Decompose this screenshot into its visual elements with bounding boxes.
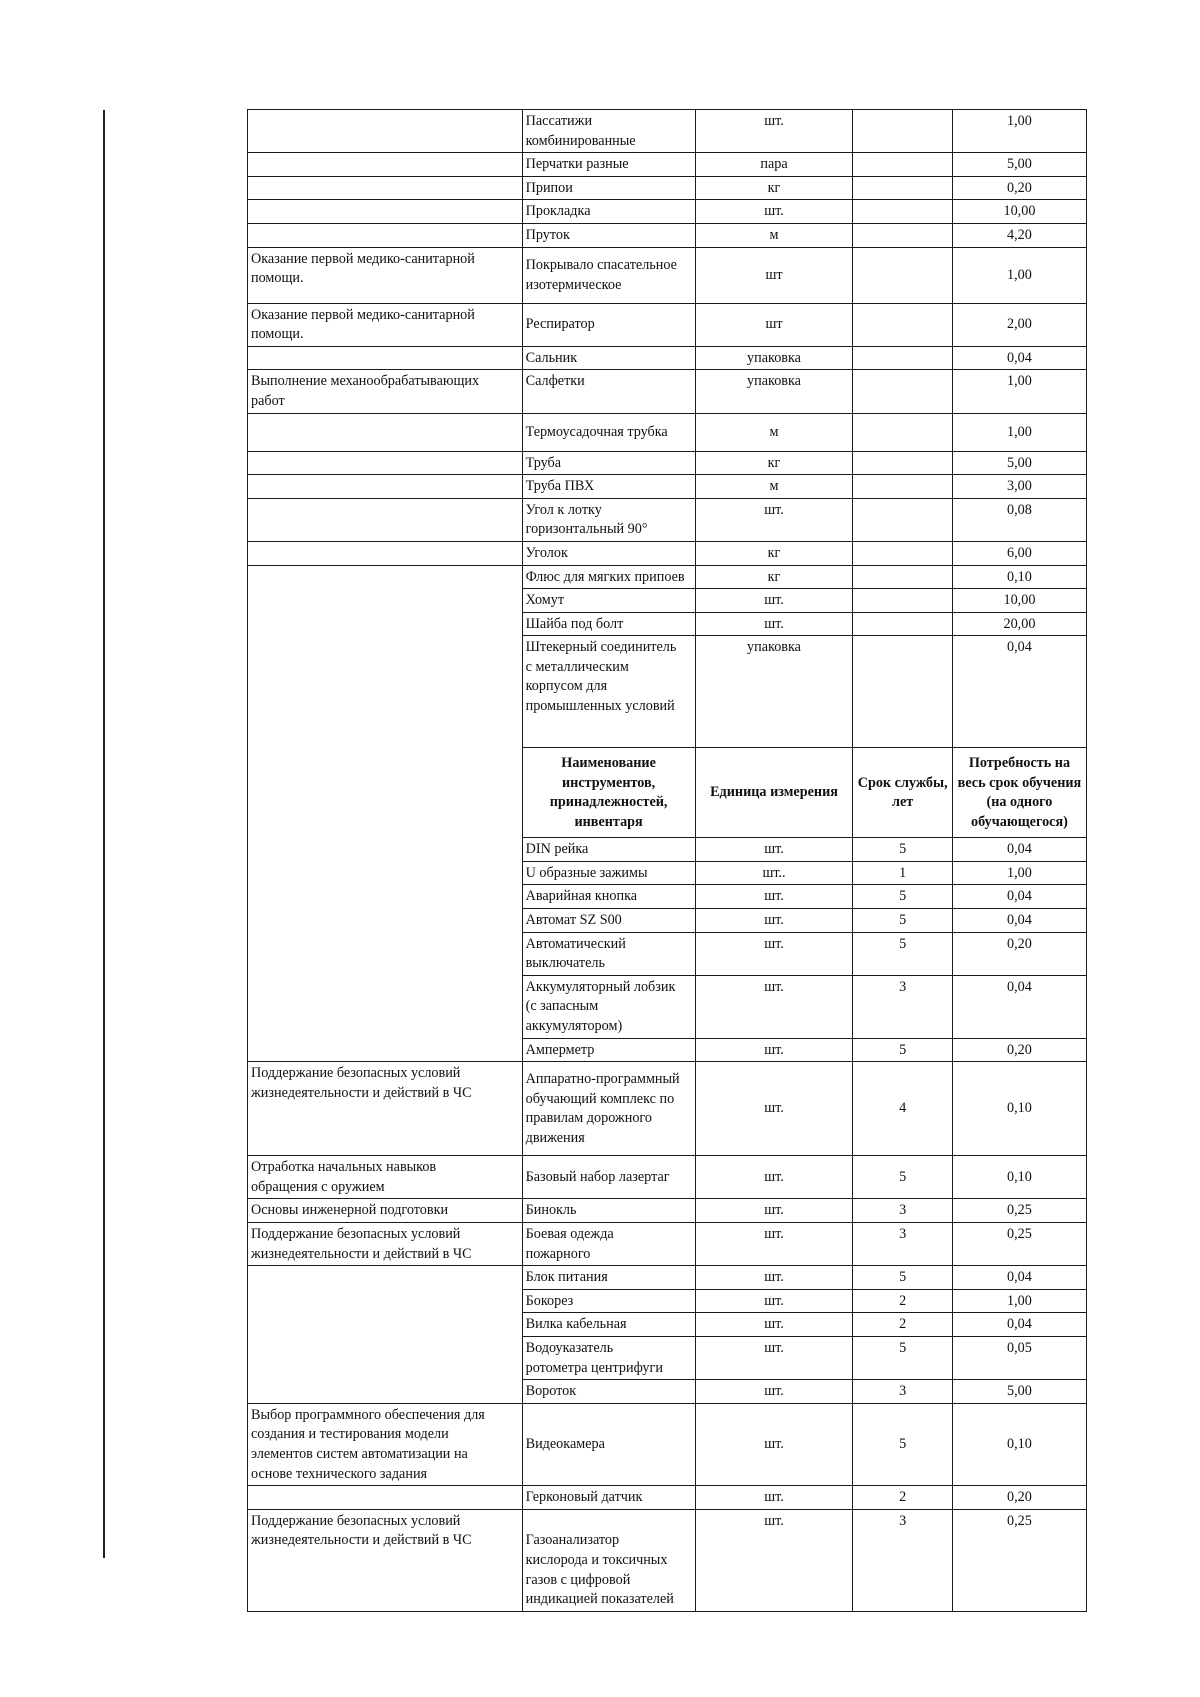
requirement-cell: 0,25 — [952, 1199, 1086, 1223]
unit-cell: шт. — [695, 498, 853, 541]
unit-cell: шт. — [695, 1380, 853, 1404]
activity-cell: Оказание первой медико-санитарной помощи. — [248, 247, 523, 303]
item-name-cell: Штекерный соединитель с металлическим корпусом для промышленных условий — [522, 636, 695, 748]
unit-cell: м — [695, 413, 853, 451]
service-life-cell — [853, 475, 952, 499]
requirement-cell: 0,04 — [952, 1266, 1086, 1290]
service-life-cell — [853, 200, 952, 224]
table-row — [248, 370, 1087, 413]
service-life-cell: 3 — [853, 1199, 952, 1223]
service-life-cell — [853, 451, 952, 475]
table-row — [248, 451, 1087, 475]
header-service-life: Срок службы, лет — [853, 748, 952, 838]
requirement-cell: 0,25 — [952, 1223, 1086, 1266]
service-life-cell — [853, 541, 952, 565]
activity-cell: Основы инженерной подготовки — [248, 1199, 523, 1223]
service-life-cell: 2 — [853, 1289, 952, 1313]
unit-cell: шт. — [695, 1313, 853, 1337]
service-life-cell — [853, 413, 952, 451]
item-name-cell: Герконовый датчик — [522, 1486, 695, 1510]
activity-cell — [248, 541, 523, 565]
requirement-cell: 0,20 — [952, 932, 1086, 975]
activity-cell — [248, 1266, 523, 1404]
header-item-name: Наименование инструментов, принадлежностей, инвентаря — [522, 748, 695, 838]
item-name-cell: Респиратор — [522, 303, 695, 346]
unit-cell: шт. — [695, 932, 853, 975]
unit-cell: кг — [695, 541, 853, 565]
service-life-cell — [853, 223, 952, 247]
unit-cell: шт. — [695, 1266, 853, 1290]
unit-cell: кг — [695, 451, 853, 475]
table-row — [248, 223, 1087, 247]
table-row — [248, 498, 1087, 541]
item-name-cell: Пассатижи комбинированные — [522, 110, 695, 153]
unit-cell: кг — [695, 176, 853, 200]
unit-cell: м — [695, 475, 853, 499]
unit-cell: шт. — [695, 589, 853, 613]
activity-cell — [248, 223, 523, 247]
item-name-cell: Труба ПВХ — [522, 475, 695, 499]
table-row — [248, 1156, 1087, 1199]
service-life-cell: 5 — [853, 932, 952, 975]
item-name-cell: Флюс для мягких припоев — [522, 565, 695, 589]
requirement-cell: 6,00 — [952, 541, 1086, 565]
activity-cell: Поддержание безопасных условий жизнедеятельности и действий в ЧС — [248, 1062, 523, 1156]
requirement-cell: 0,10 — [952, 1156, 1086, 1199]
requirement-cell: 10,00 — [952, 200, 1086, 224]
item-name-cell: Прокладка — [522, 200, 695, 224]
unit-cell: упаковка — [695, 346, 853, 370]
requirement-cell: 0,20 — [952, 176, 1086, 200]
item-name-cell: Аппаратно-программный обучающий комплекс по правилам дорожного движения — [522, 1062, 695, 1156]
requirement-cell: 1,00 — [952, 861, 1086, 885]
service-life-cell: 5 — [853, 1156, 952, 1199]
service-life-cell: 4 — [853, 1062, 952, 1156]
unit-cell: шт. — [695, 612, 853, 636]
unit-cell: шт. — [695, 885, 853, 909]
table-row — [248, 1199, 1087, 1223]
unit-cell: шт. — [695, 1336, 853, 1379]
unit-cell: шт. — [695, 909, 853, 933]
item-name-cell: U образные зажимы — [522, 861, 695, 885]
table-row — [248, 303, 1087, 346]
item-name-cell: Базовый набор лазертаг — [522, 1156, 695, 1199]
table-row — [248, 1486, 1087, 1510]
unit-cell: упаковка — [695, 636, 853, 748]
unit-cell: шт. — [695, 838, 853, 862]
table-row — [248, 200, 1087, 224]
item-name-cell: Шайба под болт — [522, 612, 695, 636]
requirement-cell: 1,00 — [952, 370, 1086, 413]
requirement-cell: 0,04 — [952, 885, 1086, 909]
table-row — [248, 153, 1087, 177]
item-name-cell: Боевая одежда пожарного — [522, 1223, 695, 1266]
requirement-cell: 1,00 — [952, 413, 1086, 451]
service-life-cell — [853, 153, 952, 177]
item-name-cell: Блок питания — [522, 1266, 695, 1290]
table-row — [248, 413, 1087, 451]
unit-cell: шт. — [695, 975, 853, 1038]
table-row — [248, 247, 1087, 303]
item-name-cell: Аварийная кнопка — [522, 885, 695, 909]
activity-cell — [248, 1486, 523, 1510]
service-life-cell: 5 — [853, 1403, 952, 1485]
item-name-cell: Автоматический выключатель — [522, 932, 695, 975]
activity-cell — [248, 565, 523, 1062]
service-life-cell — [853, 247, 952, 303]
requirement-cell: 5,00 — [952, 1380, 1086, 1404]
unit-cell: кг — [695, 565, 853, 589]
service-life-cell — [853, 176, 952, 200]
service-life-cell: 3 — [853, 1509, 952, 1611]
unit-cell: шт. — [695, 200, 853, 224]
unit-cell: шт. — [695, 1062, 853, 1156]
item-name-cell: Труба — [522, 451, 695, 475]
service-life-cell: 5 — [853, 1336, 952, 1379]
activity-cell: Выбор программного обеспечения для создания и тестирования модели элементов систем автоматизации на основе технического задания — [248, 1403, 523, 1485]
requirement-cell: 3,00 — [952, 475, 1086, 499]
service-life-cell: 5 — [853, 1266, 952, 1290]
service-life-cell: 5 — [853, 885, 952, 909]
unit-cell: м — [695, 223, 853, 247]
service-life-cell: 5 — [853, 909, 952, 933]
unit-cell: упаковка — [695, 370, 853, 413]
service-life-cell: 3 — [853, 975, 952, 1038]
service-life-cell — [853, 370, 952, 413]
item-name-cell: Припои — [522, 176, 695, 200]
requirement-cell: 1,00 — [952, 110, 1086, 153]
requirement-cell: 0,04 — [952, 838, 1086, 862]
unit-cell: шт — [695, 303, 853, 346]
service-life-cell: 3 — [853, 1223, 952, 1266]
requirement-cell: 0,04 — [952, 975, 1086, 1038]
unit-cell: шт.. — [695, 861, 853, 885]
item-name-cell: Пруток — [522, 223, 695, 247]
service-life-cell: 1 — [853, 861, 952, 885]
table-row — [248, 1266, 1087, 1290]
service-life-cell: 5 — [853, 838, 952, 862]
activity-cell — [248, 413, 523, 451]
item-name-cell: Сальник — [522, 346, 695, 370]
activity-cell — [248, 110, 523, 153]
table-row — [248, 565, 1087, 589]
table-row — [248, 475, 1087, 499]
requirement-cell: 0,04 — [952, 909, 1086, 933]
activity-cell: Поддержание безопасных условий жизнедеятельности и действий в ЧС — [248, 1223, 523, 1266]
item-name-cell: Автомат SZ S00 — [522, 909, 695, 933]
item-name-cell: Видеокамера — [522, 1403, 695, 1485]
requirement-cell: 0,04 — [952, 636, 1086, 748]
service-life-cell — [853, 612, 952, 636]
service-life-cell — [853, 589, 952, 613]
service-life-cell — [853, 565, 952, 589]
unit-cell: пара — [695, 153, 853, 177]
header-unit: Единица измерения — [695, 748, 853, 838]
item-name-cell: Покрывало спасательное изотермическое — [522, 247, 695, 303]
item-name-cell: Уголок — [522, 541, 695, 565]
unit-cell: шт. — [695, 1156, 853, 1199]
item-name-cell: Вилка кабельная — [522, 1313, 695, 1337]
activity-cell: Поддержание безопасных условий жизнедеятельности и действий в ЧС — [248, 1509, 523, 1611]
table-row — [248, 1223, 1087, 1266]
service-life-cell — [853, 303, 952, 346]
activity-cell — [248, 346, 523, 370]
service-life-cell — [853, 498, 952, 541]
unit-cell: шт. — [695, 1509, 853, 1611]
service-life-cell: 2 — [853, 1313, 952, 1337]
table-row — [248, 541, 1087, 565]
requirement-cell: 0,04 — [952, 1313, 1086, 1337]
requirement-cell: 10,00 — [952, 589, 1086, 613]
item-name-cell: Амперметр — [522, 1038, 695, 1062]
item-name-cell: Салфетки — [522, 370, 695, 413]
item-name-cell: Бокорез — [522, 1289, 695, 1313]
activity-cell — [248, 153, 523, 177]
requirement-cell: 0,04 — [952, 346, 1086, 370]
table-row — [248, 1509, 1087, 1611]
unit-cell: шт. — [695, 1199, 853, 1223]
unit-cell: шт. — [695, 110, 853, 153]
unit-cell: шт — [695, 247, 853, 303]
activity-cell: Выполнение механообрабатывающих работ — [248, 370, 523, 413]
requirement-cell: 0,10 — [952, 1062, 1086, 1156]
requirement-cell: 5,00 — [952, 451, 1086, 475]
activity-cell — [248, 200, 523, 224]
activity-cell — [248, 475, 523, 499]
service-life-cell: 3 — [853, 1380, 952, 1404]
item-name-cell: Бинокль — [522, 1199, 695, 1223]
service-life-cell — [853, 110, 952, 153]
service-life-cell — [853, 346, 952, 370]
table-row — [248, 110, 1087, 153]
requirement-cell: 1,00 — [952, 1289, 1086, 1313]
requirement-cell: 0,08 — [952, 498, 1086, 541]
item-name-cell: Перчатки разные — [522, 153, 695, 177]
unit-cell: шт. — [695, 1403, 853, 1485]
item-name-cell: Газоанализатор кислорода и токсичных газов с цифровой индикацией показателей — [522, 1509, 695, 1611]
item-name-cell: Термоусадочная трубка — [522, 413, 695, 451]
requirement-cell: 4,20 — [952, 223, 1086, 247]
item-name-cell: DIN рейка — [522, 838, 695, 862]
service-life-cell — [853, 636, 952, 748]
activity-cell — [248, 498, 523, 541]
requirement-cell: 5,00 — [952, 153, 1086, 177]
table-row — [248, 1403, 1087, 1485]
table-row — [248, 346, 1087, 370]
margin-rule — [103, 110, 105, 1558]
service-life-cell: 5 — [853, 1038, 952, 1062]
requirement-cell: 0,10 — [952, 565, 1086, 589]
requirement-cell: 0,20 — [952, 1486, 1086, 1510]
requirement-cell: 0,10 — [952, 1403, 1086, 1485]
item-name-cell: Аккумуляторный лобзик (с запасным аккумулятором) — [522, 975, 695, 1038]
requirement-cell: 2,00 — [952, 303, 1086, 346]
header-requirement: Потребность на весь срок обучения (на одного обучающегося) — [952, 748, 1086, 838]
table-row — [248, 176, 1087, 200]
item-name-cell: Вороток — [522, 1380, 695, 1404]
requirement-cell: 0,20 — [952, 1038, 1086, 1062]
item-name-cell: Хомут — [522, 589, 695, 613]
unit-cell: шт. — [695, 1223, 853, 1266]
unit-cell: шт. — [695, 1038, 853, 1062]
activity-cell: Отработка начальных навыков обращения с оружием — [248, 1156, 523, 1199]
activity-cell — [248, 176, 523, 200]
requirement-cell: 0,25 — [952, 1509, 1086, 1611]
requirement-cell: 0,05 — [952, 1336, 1086, 1379]
requirement-cell: 1,00 — [952, 247, 1086, 303]
activity-cell: Оказание первой медико-санитарной помощи. — [248, 303, 523, 346]
item-name-cell: Угол к лотку горизонтальный 90° — [522, 498, 695, 541]
unit-cell: шт. — [695, 1289, 853, 1313]
unit-cell: шт. — [695, 1486, 853, 1510]
item-name-cell: Водоуказатель ротометра центрифуги — [522, 1336, 695, 1379]
table-row — [248, 1062, 1087, 1156]
requirement-cell: 20,00 — [952, 612, 1086, 636]
equipment-table — [247, 109, 1087, 1612]
activity-cell — [248, 451, 523, 475]
service-life-cell: 2 — [853, 1486, 952, 1510]
